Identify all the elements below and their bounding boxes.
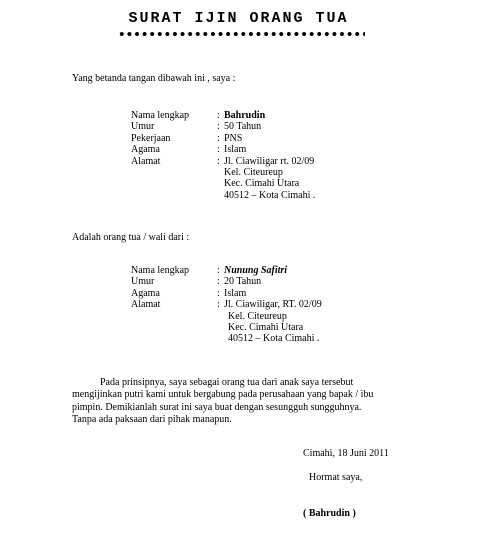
field-label: Umur xyxy=(131,276,155,288)
statement-line: Pada prinsipnya, saya sebagai orang tua dari anak saya tersebut xyxy=(100,377,354,388)
parent-address-row: Alamat : Jl. Ciawiligar rt. 02/09 xyxy=(131,155,315,167)
parent-job-value: PNS xyxy=(224,132,243,144)
field-label: Nama lengkap xyxy=(131,110,190,121)
parent-name-row: Nama lengkap : Bahrudin xyxy=(131,110,315,121)
signature-name: ( Bahrudin ) xyxy=(303,508,356,519)
child-age-row: Umur : 20 Tahun xyxy=(131,276,322,287)
statement-line: Tanpa ada paksaan dari pihak manapun. xyxy=(72,413,232,425)
statement-paragraph xyxy=(72,377,412,426)
child-religion-value: Islam xyxy=(224,287,247,299)
parent-name-value: Bahrudin xyxy=(224,110,266,121)
field-label: Alamat xyxy=(131,299,161,311)
parent-info-table xyxy=(131,110,315,201)
field-label: Agama xyxy=(131,144,160,156)
parent-religion-value: Islam xyxy=(224,144,247,156)
statement-line: pimpin. Demikianlah surat ini saya buat dengan sesungguh sungguhnya. xyxy=(72,401,362,413)
child-address-line: Kec. Cimahi Utara xyxy=(228,322,304,334)
title-dotted-underline xyxy=(118,31,365,37)
child-address-row: Alamat : Jl. Ciawiligar, RT. 02/09 xyxy=(131,299,322,311)
field-label: Umur xyxy=(131,121,155,133)
parent-address-line: Kel. Citeureup xyxy=(224,167,283,179)
child-address-value: Jl. Ciawiligar, RT. 02/09 xyxy=(224,299,322,311)
parent-job-row: Pekerjaan : PNS xyxy=(131,133,315,144)
parent-address-line: Kec. Cimahi Utara xyxy=(224,178,300,190)
parent-address-value: Jl. Ciawiligar rt. 02/09 xyxy=(224,155,315,167)
child-age-value: 20 Tahun xyxy=(224,276,262,288)
closing-greeting: Hormat saya, xyxy=(309,472,363,483)
parent-age-value: 50 Tahun xyxy=(224,121,262,133)
parent-address-line: 40512 – Kota Cimahi . xyxy=(224,189,316,201)
child-name-row: Nama lengkap : Nunung Safitri xyxy=(131,265,322,276)
intro-text: Yang betanda tangan dibawah ini , saya : xyxy=(72,73,236,84)
field-label: Alamat xyxy=(131,155,161,167)
child-info-table xyxy=(131,265,322,345)
child-address-line: 40512 – Kota Cimahi . xyxy=(228,333,320,345)
field-label: Nama lengkap xyxy=(131,265,190,276)
statement-line: mengijinkan putri kami untuk bergabung pada perusahaan yang bapak / ibu xyxy=(72,389,374,401)
child-address-line: Kel. Citeureup xyxy=(228,310,287,322)
place-date: Cimahi, 18 Juni 2011 xyxy=(303,448,389,459)
parent-religion-row: Agama : Islam xyxy=(131,144,315,155)
child-name-value: Nunung Safitri xyxy=(224,265,288,276)
field-label: Agama xyxy=(131,287,160,299)
parent-age-row: Umur : 50 Tahun xyxy=(131,121,315,132)
document-title: SURAT IJIN ORANG TUA xyxy=(128,10,349,27)
child-religion-row: Agama : Islam xyxy=(131,288,322,299)
field-label: Pekerjaan xyxy=(131,132,171,144)
guardian-text: Adalah orang tua / wali dari : xyxy=(72,232,190,243)
